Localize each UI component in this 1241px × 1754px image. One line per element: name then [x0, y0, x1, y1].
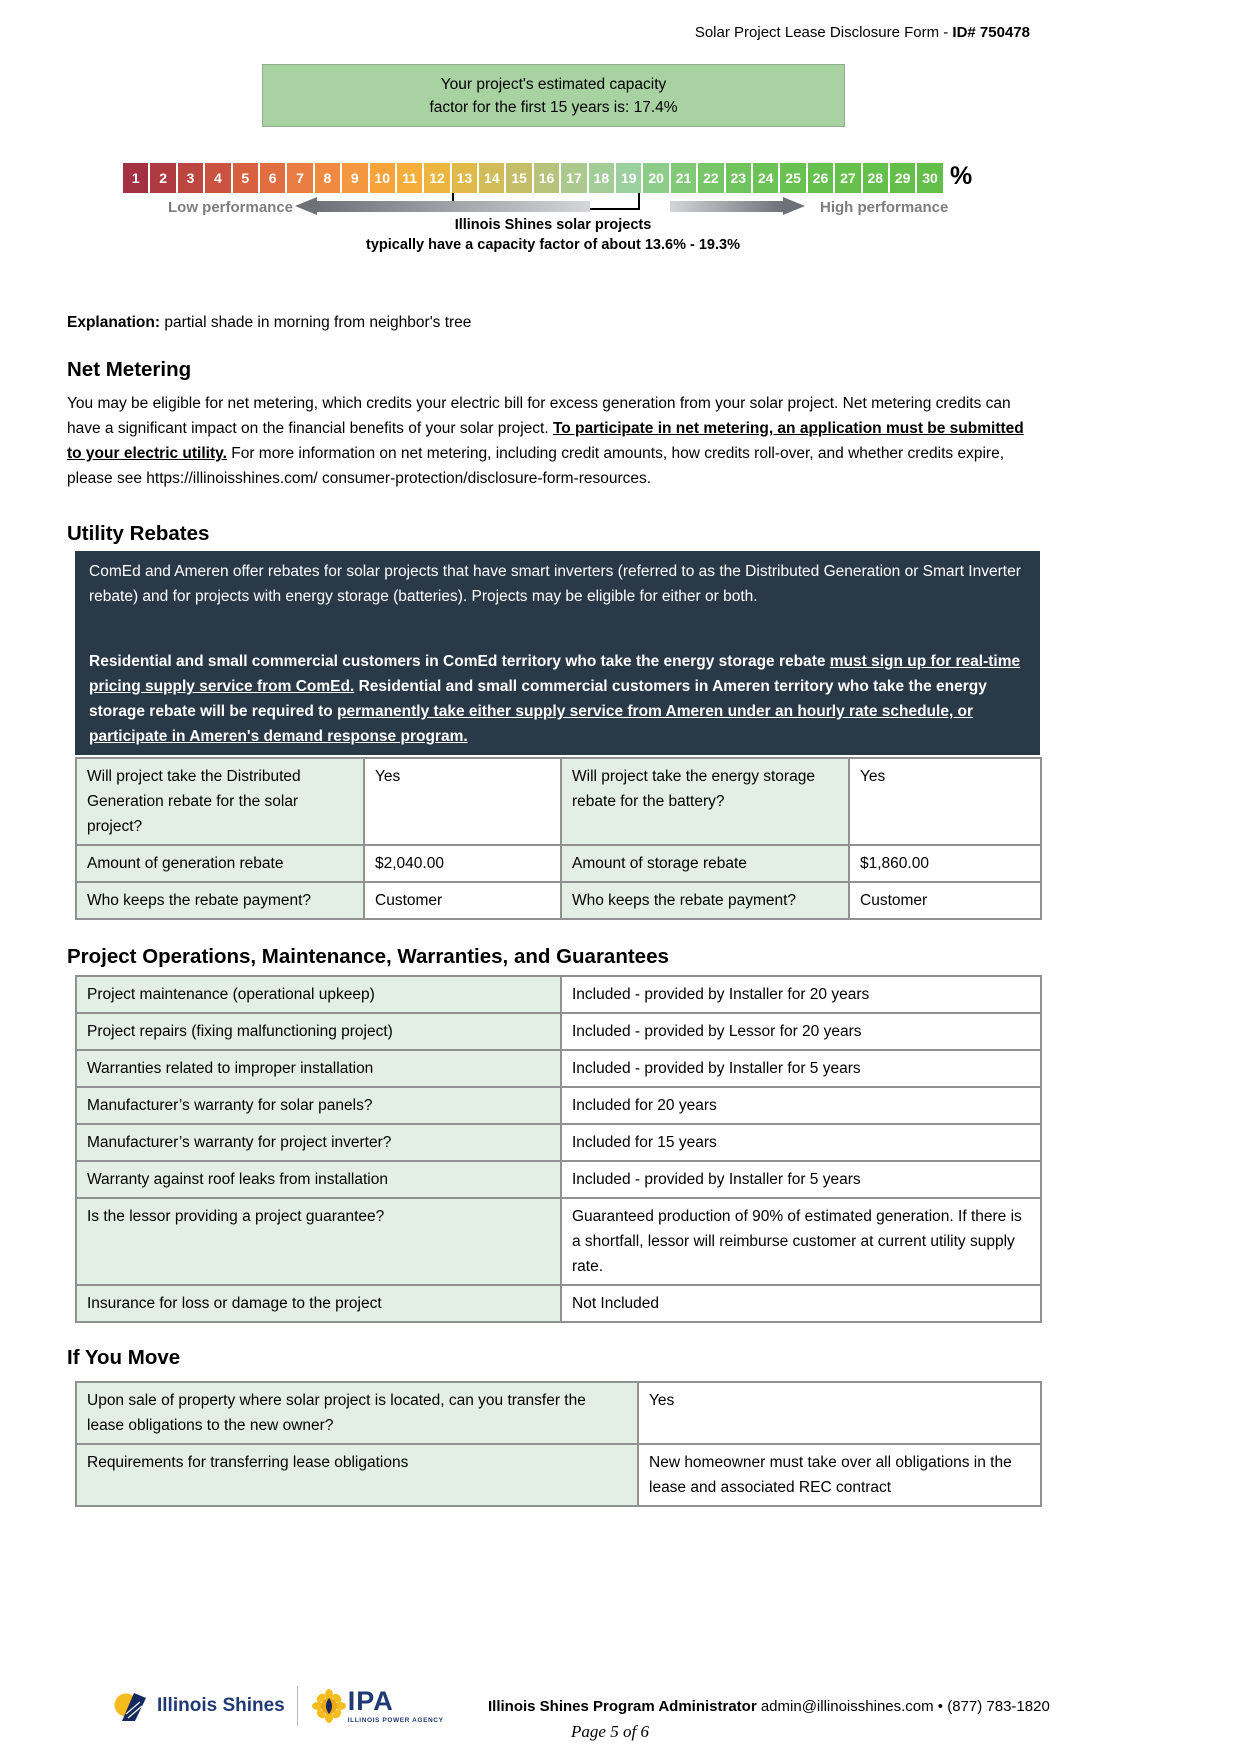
net-metering-text-start: You may be eligible for net metering, which credits your electric bill for excess generation from your solar project. Net metering credits can have a significant impact on the financial benefits of your solar project. — [67, 395, 1011, 437]
page-number: Page 5 of 6 — [571, 1722, 649, 1741]
scale-cell-1: 1 — [123, 163, 148, 193]
scale-cell-15: 15 — [506, 163, 531, 193]
table-cell: Guaranteed production of 90% of estimated generation. If there is a shortfall, lessor will reimburse customer at current utility supply rate. — [561, 1198, 1041, 1285]
scale-cell-22: 22 — [698, 163, 723, 193]
table-cell: Manufacturer’s warranty for project inverter? — [76, 1124, 561, 1161]
scale-cell-14: 14 — [479, 163, 504, 193]
scale-cell-24: 24 — [753, 163, 778, 193]
doc-title: Solar Project Lease Disclosure Form - — [694, 24, 953, 41]
table-row — [76, 1161, 1041, 1198]
explanation-label: Explanation: — [67, 314, 161, 331]
high-performance-label: High performance — [820, 199, 949, 216]
net-metering-heading: Net Metering — [67, 358, 192, 381]
ipa-text — [347, 1685, 444, 1725]
if-you-move-table — [75, 1381, 1042, 1507]
table-cell: Not Included — [561, 1285, 1041, 1322]
capacity-scale-bar — [123, 163, 943, 193]
table-cell: Included for 20 years — [561, 1087, 1041, 1124]
table-cell: Upon sale of property where solar project is located, can you transfer the lease obligations to the new owner? — [76, 1382, 638, 1444]
table-cell: Included - provided by Installer for 5 years — [561, 1161, 1041, 1198]
scale-cell-20: 20 — [643, 163, 668, 193]
capacity-scale — [0, 163, 1241, 268]
table-row — [76, 1087, 1041, 1124]
table-cell: $2,040.00 — [364, 845, 561, 882]
logo-divider — [297, 1686, 298, 1726]
scale-cell-21: 21 — [671, 163, 696, 193]
table-cell: Included - provided by Installer for 5 years — [561, 1050, 1041, 1087]
utility-rebates-intro: ComEd and Ameren offer rebates for solar projects that have smart inverters (referred to as the Distributed Generation or Smart Inverter rebate) and for projects with energy storage (batteries). Projects may be eligible for either or both. — [89, 563, 1021, 605]
capacity-banner — [262, 64, 845, 127]
explanation-text: partial shade in morning from neighbor's tree — [160, 314, 472, 331]
table-cell: Included for 15 years — [561, 1124, 1041, 1161]
capacity-banner-line2: factor for the first 15 years is: 17.4% — [429, 98, 678, 116]
scale-cell-13: 13 — [452, 163, 477, 193]
scale-cell-4: 4 — [205, 163, 230, 193]
table-cell: Who keeps the rebate payment? — [561, 882, 849, 919]
low-performance-arrow-icon — [295, 197, 590, 215]
typical-capacity-note-line2: typically have a capacity factor of about 13.6% - 19.3% — [366, 237, 740, 253]
scale-cell-29: 29 — [890, 163, 915, 193]
utility-rebates-heading: Utility Rebates — [67, 522, 210, 545]
scale-cell-25: 25 — [780, 163, 805, 193]
table-row — [76, 845, 1041, 882]
table-cell: Is the lessor providing a project guarantee? — [76, 1198, 561, 1285]
percent-label: % — [950, 162, 973, 190]
scale-cell-19: 19 — [616, 163, 641, 193]
table-cell: Who keeps the rebate payment? — [76, 882, 364, 919]
table-cell: Project maintenance (operational upkeep) — [76, 976, 561, 1013]
if-you-move-heading: If You Move — [67, 1346, 181, 1369]
table-cell: Amount of generation rebate — [76, 845, 364, 882]
table-row — [76, 1013, 1041, 1050]
scale-cell-6: 6 — [260, 163, 285, 193]
ipa-sunflower-icon — [312, 1689, 346, 1723]
table-row — [76, 1382, 1041, 1444]
table-row — [76, 758, 1041, 845]
table-cell: Yes — [849, 758, 1041, 845]
table-row — [76, 976, 1041, 1013]
program-administrator-label: Illinois Shines Program Administrator — [488, 1698, 757, 1715]
table-row — [76, 1444, 1041, 1506]
ipa-logo — [312, 1685, 444, 1725]
document-body — [67, 310, 1040, 1507]
operations-heading: Project Operations, Maintenance, Warranties, and Guarantees — [67, 945, 669, 968]
table-cell: $1,860.00 — [849, 845, 1041, 882]
scale-cell-7: 7 — [287, 163, 312, 193]
scale-cell-8: 8 — [315, 163, 340, 193]
table-cell: Manufacturer’s warranty for solar panels? — [76, 1087, 561, 1124]
ipa-wordmark: IPA — [347, 1685, 394, 1716]
rebate-req-underline2: permanently take either supply service from Ameren under an hourly rate schedule, or participate in Ameren's demand response program. — [89, 703, 974, 745]
table-cell: Requirements for transferring lease obligations — [76, 1444, 638, 1506]
net-metering-text-end: For more information on net metering, including credit amounts, how credits roll-over, and whether credits expire, please see https://illinoisshines.com/ consumer-protection/disclosure-form-resources. — [67, 445, 1005, 487]
high-performance-arrow-icon — [670, 197, 805, 215]
scale-cell-18: 18 — [589, 163, 614, 193]
scale-cell-16: 16 — [534, 163, 559, 193]
doc-id: ID# 750478 — [952, 24, 1030, 41]
scale-cell-26: 26 — [808, 163, 833, 193]
scale-cell-23: 23 — [726, 163, 751, 193]
arrow-shaft-left — [317, 201, 590, 212]
scale-cell-27: 27 — [835, 163, 860, 193]
rebates-table — [75, 757, 1042, 920]
scale-cell-17: 17 — [561, 163, 586, 193]
table-row — [76, 1198, 1041, 1285]
table-cell: Will project take the Distributed Generation rebate for the solar project? — [76, 758, 364, 845]
table-cell: Yes — [638, 1382, 1041, 1444]
table-cell: Customer — [849, 882, 1041, 919]
scale-cell-10: 10 — [370, 163, 395, 193]
arrow-shaft-right — [670, 201, 783, 212]
table-row — [76, 1124, 1041, 1161]
scale-cell-11: 11 — [397, 163, 422, 193]
explanation-line — [67, 310, 1040, 335]
table-cell: Will project take the energy storage rebate for the battery? — [561, 758, 849, 845]
table-cell: Customer — [364, 882, 561, 919]
scale-cell-5: 5 — [233, 163, 258, 193]
operations-table — [75, 975, 1042, 1323]
scale-cell-3: 3 — [178, 163, 203, 193]
table-cell: Amount of storage rebate — [561, 845, 849, 882]
program-administrator-line — [488, 1698, 1050, 1715]
rebate-req-text2: Residential and small commercial customers in Ameren territory who take the energy storage rebate will be required to — [89, 678, 987, 720]
low-performance-label: Low performance — [168, 199, 294, 216]
rebate-req-underline1: must sign up for real-time pricing supply service from ComEd. — [89, 653, 1021, 695]
net-metering-paragraph — [67, 391, 1040, 491]
scale-cell-30: 30 — [917, 163, 942, 193]
utility-rebates-requirements — [89, 649, 1026, 749]
typical-capacity-note-line1: Illinois Shines solar projects — [454, 217, 652, 233]
scale-cell-9: 9 — [342, 163, 367, 193]
utility-rebates-info-box — [75, 551, 1040, 755]
illinois-shines-wordmark: Illinois Shines — [157, 1695, 285, 1716]
scale-cell-28: 28 — [863, 163, 888, 193]
footer-logos — [113, 1686, 444, 1726]
illinois-shines-sun-panel-icon — [113, 1688, 153, 1724]
scale-cell-12: 12 — [424, 163, 449, 193]
net-metering-text-emphasis: To participate in net metering, an application must be submitted to your electric utility. — [67, 420, 1024, 462]
table-cell: Project repairs (fixing malfunctioning project) — [76, 1013, 561, 1050]
table-row — [76, 1050, 1041, 1087]
table-cell: Warranty against roof leaks from installation — [76, 1161, 561, 1198]
arrow-head-left — [295, 197, 317, 215]
page-footer — [0, 1682, 1241, 1752]
capacity-banner-line1: Your project's estimated capacity — [440, 75, 667, 93]
table-cell: Warranties related to improper installation — [76, 1050, 561, 1087]
table-row — [76, 882, 1041, 919]
typical-capacity-note — [0, 215, 1106, 255]
table-cell: New homeowner must take over all obligations in the lease and associated REC contract — [638, 1444, 1041, 1506]
scale-cell-2: 2 — [150, 163, 175, 193]
table-cell: Included - provided by Lessor for 20 years — [561, 1013, 1041, 1050]
program-administrator-contact: admin@illinoisshines.com • (877) 783-1820 — [756, 1698, 1050, 1715]
illinois-shines-logo — [113, 1688, 285, 1724]
arrow-head-right — [783, 197, 805, 215]
doc-header — [695, 24, 1030, 41]
table-row — [76, 1285, 1041, 1322]
rebate-req-text1: Residential and small commercial customers in ComEd territory who take the energy storage rebate — [89, 653, 830, 670]
table-cell: Included - provided by Installer for 20 years — [561, 976, 1041, 1013]
ipa-subtext: ILLINOIS POWER AGENCY — [347, 1716, 444, 1724]
table-cell: Yes — [364, 758, 561, 845]
table-cell: Insurance for loss or damage to the project — [76, 1285, 561, 1322]
